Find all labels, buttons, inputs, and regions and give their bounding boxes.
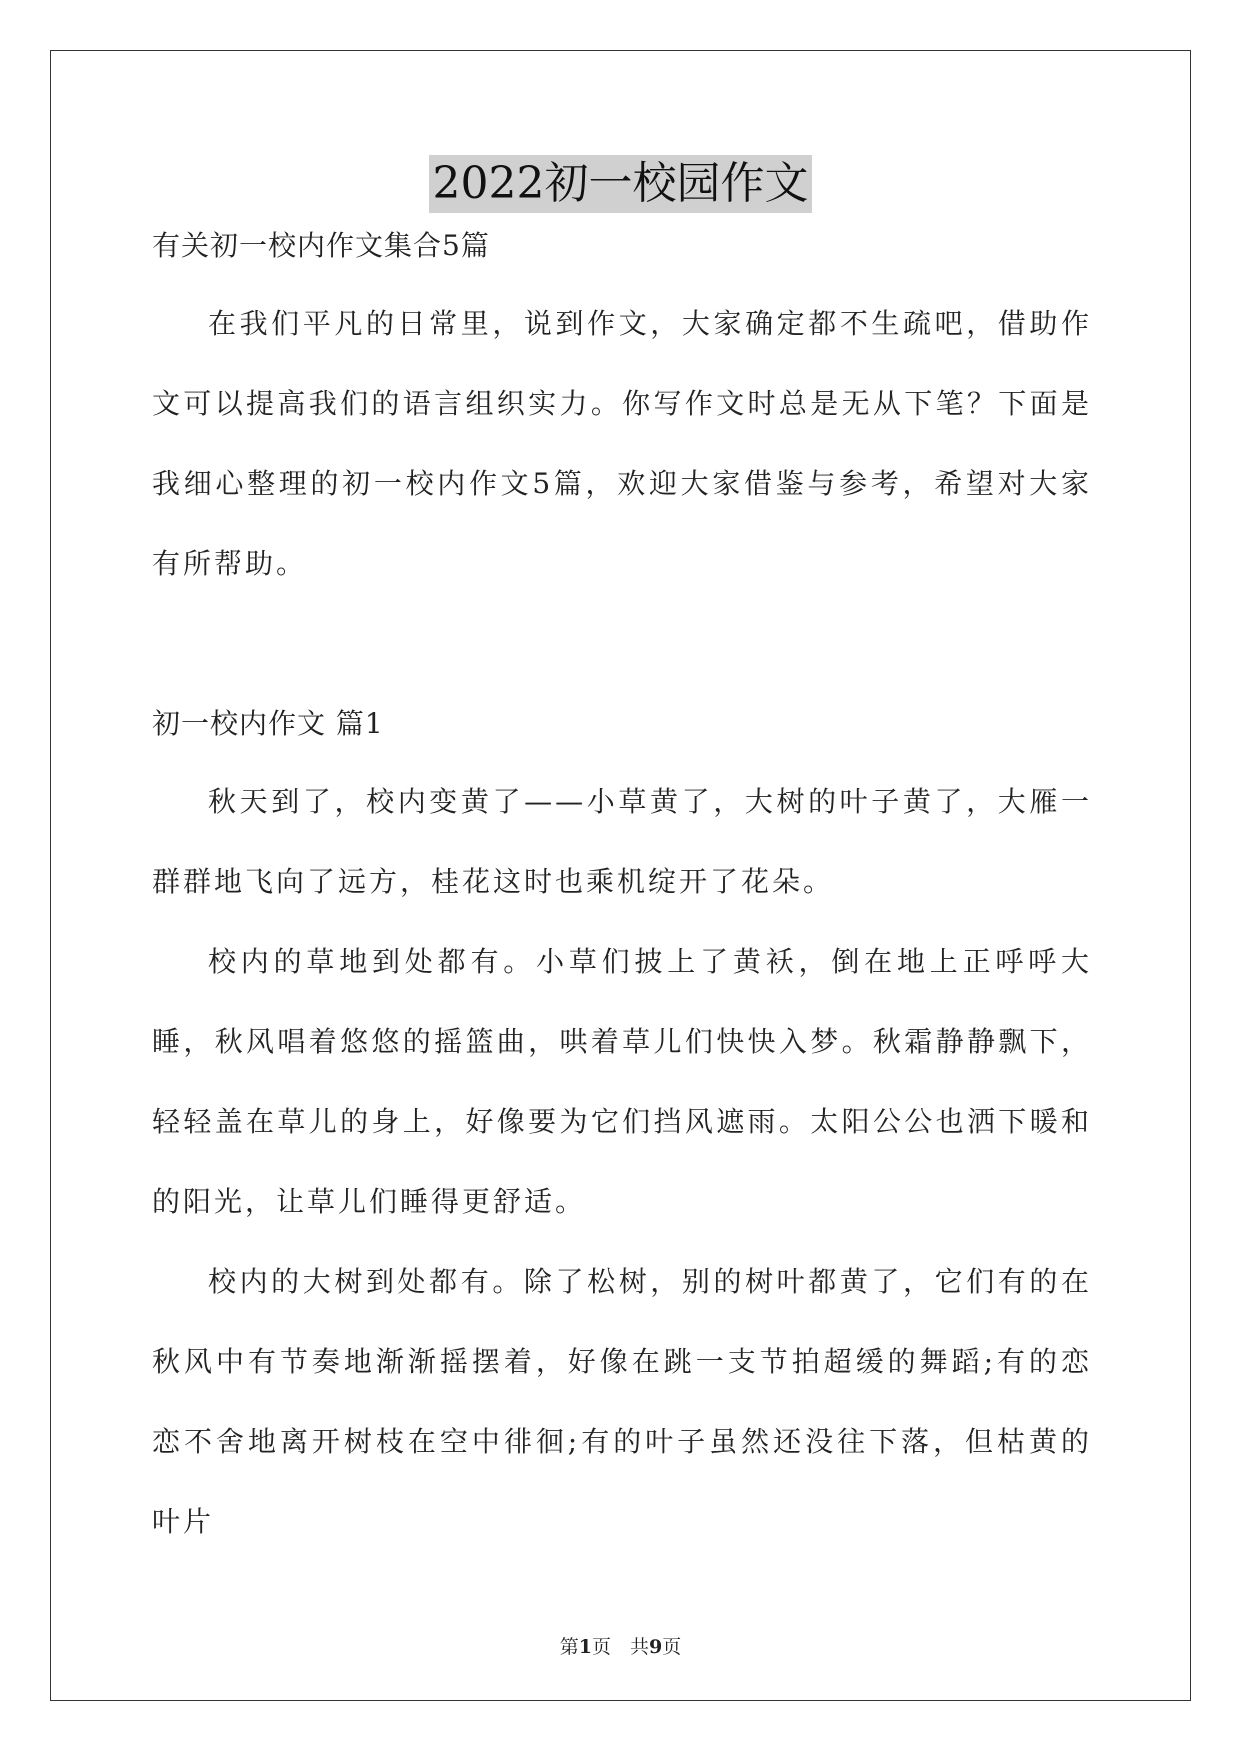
body-paragraph-2: 校内的草地到处都有。小草们披上了黄袄，倒在地上正呼呼大睡，秋风唱着悠悠的摇篮曲，哄着草儿们快快入梦。秋霜静静飘下，轻轻盖在草儿的身上，好像要为它们挡风遮雨。太阳公公也洒下暖和的阳光，让草儿们睡得更舒适。: [152, 945, 1092, 1218]
footer-suffix: 页: [662, 1636, 682, 1658]
intro-heading: 有关初一校内作文集合5篇: [152, 229, 490, 262]
section-heading: 初一校内作文 篇1: [152, 707, 384, 740]
title-container: [0, 155, 1241, 213]
document-title: 2022初一校园作文: [429, 155, 813, 213]
body-paragraph-3: 校内的大树到处都有。除了松树，别的树叶都黄了，它们有的在秋风中有节奏地渐渐摇摆着，好像在跳一支节拍超缓的舞蹈;有的恋恋不舍地离开树枝在空中徘徊;有的叶子虽然还没往下落，但枯黄的叶片: [152, 1265, 1092, 1538]
footer-mid: 页 共: [591, 1636, 649, 1658]
footer-total-pages: 9: [649, 1636, 663, 1658]
body-paragraph-1: 秋天到了，校内变黄了——小草黄了，大树的叶子黄了，大雁一群群地飞向了远方，桂花这时也乘机绽开了花朵。: [152, 785, 1092, 898]
footer-prefix: 第: [559, 1636, 579, 1658]
footer-current-page: 1: [578, 1636, 592, 1658]
page-footer: [0, 1632, 1241, 1659]
intro-paragraph: 在我们平凡的日常里，说到作文，大家确定都不生疏吧，借助作文可以提高我们的语言组织实力。你写作文时总是无从下笔？下面是我细心整理的初一校内作文5篇，欢迎大家借鉴与参考，希望对大家有所帮助。: [152, 307, 1092, 580]
document-body: [152, 228, 1092, 1562]
